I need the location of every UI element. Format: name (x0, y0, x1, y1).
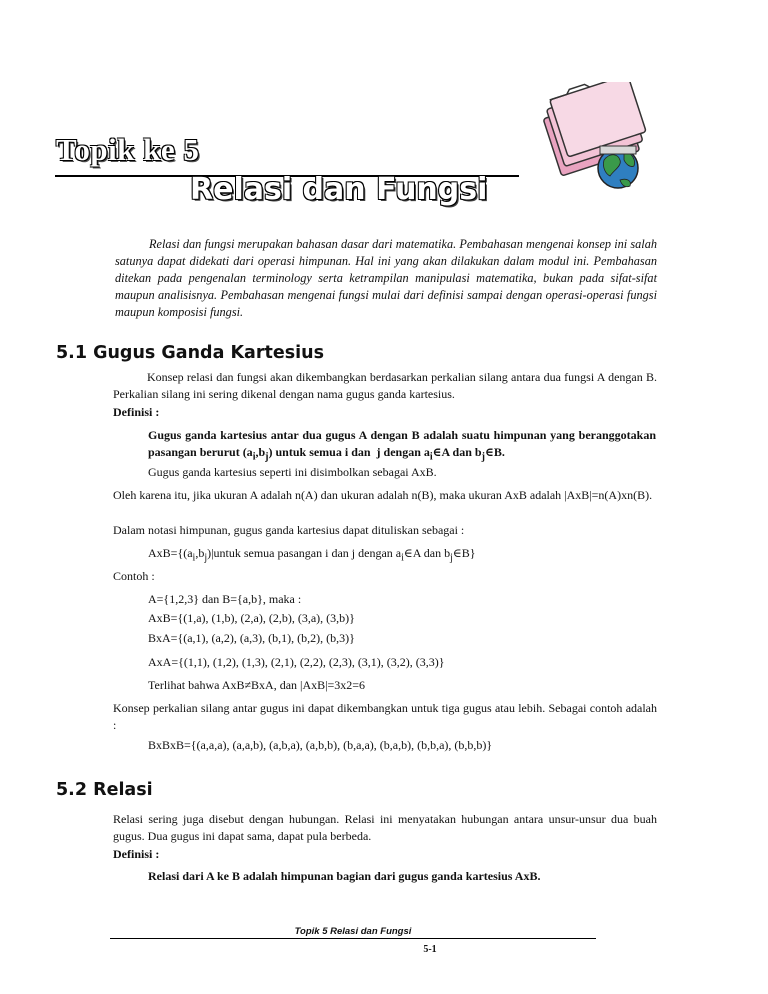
example-label: Contoh : (113, 569, 155, 583)
definition-text: Relasi dari A ke B adalah himpunan bagian dari gugus ganda kartesius AxB. (148, 869, 541, 883)
folder-globe-icon (540, 82, 660, 194)
example-line: AxA={(1,1), (1,2), (1,3), (2,1), (2,2), (2,3), (3,1), (3,2), (3,3)} (148, 655, 445, 669)
intro-paragraph: Relasi dan fungsi merupakan bahasan dasar dari matematika. Pembahasan mengenai konsep ini salah satunya dapat didekati dari operasi himpunan. Hal ini yang akan dilakukan dalam modul ini. Pembahasan ditekan pada pengenalan terminology serta ketrampilan manipulasi matematika, bukan pada sifat-sifat maupun analisisnya. Pembahasan mengenai fungsi mulai dari definisi sampai dengan operasi-operasi fungsi maupun komposisi fungsi. (115, 237, 657, 319)
topic-number-title: Topik ke 5 (56, 132, 200, 167)
section1-paragraph-4: Konsep perkalian silang antar gugus ini dapat dikembangkan untuk tiga gugus atau lebih. Sebagai contoh adalah : (113, 701, 657, 732)
footer-divider (110, 938, 596, 939)
section2-paragraph-1: Relasi sering juga disebut dengan hubungan. Relasi ini menyatakan hubungan antara unsur-unsur dua buah gugus. Dua gugus ini dapat sama, dapat pula berbeda. (113, 812, 657, 843)
triple-product-example: BxBxB={(a,a,a), (a,a,b), (a,b,a), (a,b,b), (b,a,a), (b,a,b), (b,b,a), (b,b,b)} (148, 738, 493, 752)
page-number: 5-1 (423, 944, 437, 955)
example-line: Terlihat bahwa AxB≠BxA, dan |AxB|=3x2=6 (148, 678, 366, 692)
example-line: BxA={(a,1), (a,2), (a,3), (b,1), (b,2), (b,3)} (148, 631, 355, 645)
chapter-title: Relasi dan Fungsi (190, 172, 488, 207)
definition-note: Gugus ganda kartesius seperti ini disimbolkan sebagai AxB. (148, 465, 437, 479)
example-line: AxB={(1,a), (1,b), (2,a), (2,b), (3,a), (3,b)} (148, 611, 355, 625)
cartesian-notation: $AxB=\{(a_i,b_j)|untuk$ semua pasangan i dan j dengan $a_i\in A$ dan $b_j\in B$} (148, 546, 476, 564)
example-line: A={1,2,3} dan B={a,b}, maka : (148, 592, 302, 606)
section-heading-5-1: 5.1 Gugus Ganda Kartesius (56, 343, 324, 363)
definition-text: Gugus ganda kartesius antar dua gugus A dengan B adalah suatu himpunan yang beranggotakan pasangan berurut $(a_i,b_j)$ untuk semua i dan j dengan $a_i\in A$ dan $b_j\in B$. (148, 428, 656, 463)
section1-paragraph-2: Oleh karena itu, jika ukuran A adalah n(A) dan ukuran adalah n(B), maka ukuran AxB adalah |AxB|=n(A)xn(B). (113, 488, 653, 502)
definition-label: Definisi : (113, 405, 160, 419)
definition-label: Definisi : (113, 847, 160, 861)
page-footer-title: Topik 5 Relasi dan Fungsi (294, 926, 412, 937)
section-heading-5-2: 5.2 Relasi (56, 780, 153, 800)
section1-paragraph-1: Konsep relasi dan fungsi akan dikembangkan berdasarkan perkalian silang antara dua fungsi A dengan B. Perkalian silang ini sering dikenal dengan nama gugus ganda kartesius. (113, 370, 657, 401)
section1-paragraph-3: Dalam notasi himpunan, gugus ganda kartesius dapat dituliskan sebagai : (113, 523, 465, 537)
